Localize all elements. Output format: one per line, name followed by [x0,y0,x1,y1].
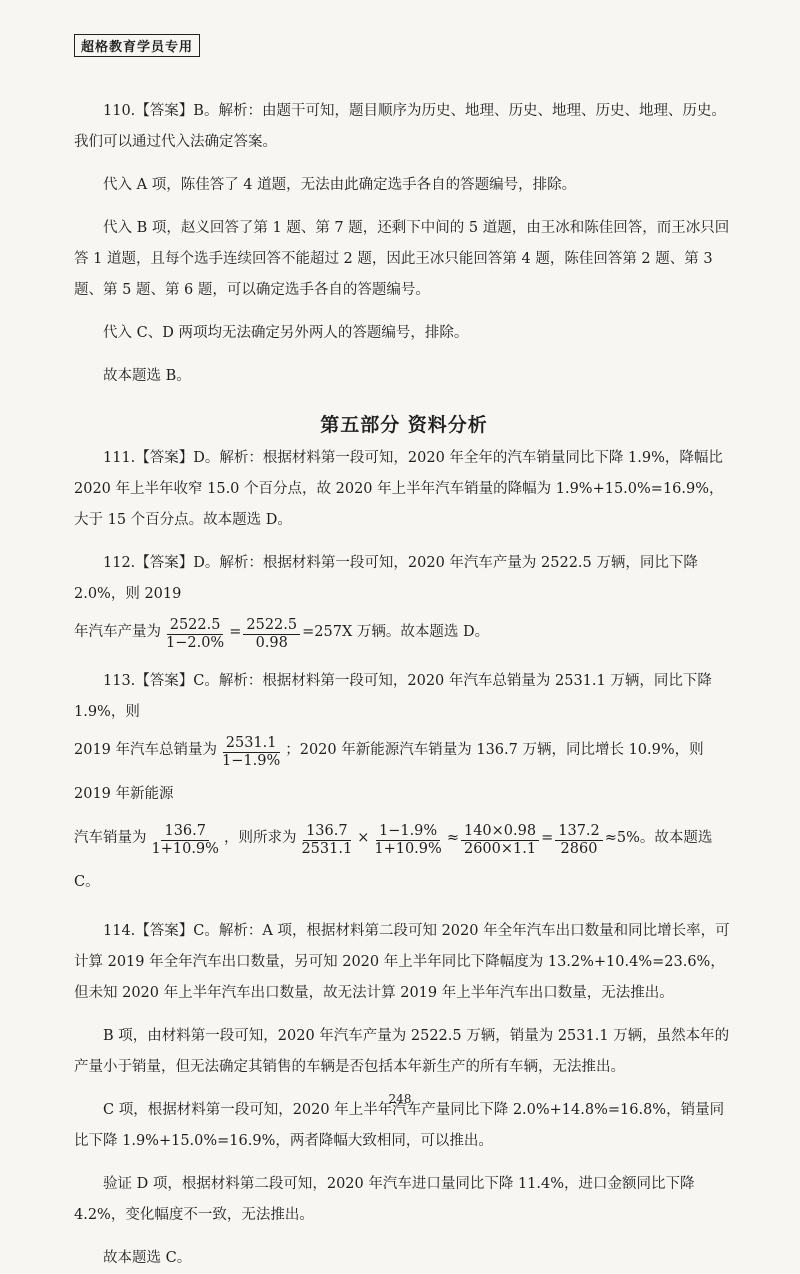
q114-paragraph-2: B 项，由材料第一段可知，2020 年汽车产量为 2522.5 万辆，销量为 2531.1 万辆，虽然本年的产量小于销量，但无法确定其销售的车辆是否包括本年新生产的所有车辆，无法推出。 [74,1028,730,1075]
q113-formula-line-2 [74,816,734,904]
fraction-denominator: 1−2.0% [166,634,225,651]
q112-text-pre: 年汽车产量为 [74,624,161,640]
equals-sign: = [541,830,554,846]
q113-formula-line-1 [74,728,734,816]
q114-paragraph-4: 验证 D 项，根据材料第二段可知，2020 年汽车进口量同比下降 11.4%，进口金额同比下降 4.2%，变化幅度不一致，无法推出。 [74,1176,695,1223]
q114-paragraph-1: 114.【答案】C。解析：A 项，根据材料第二段可知 2020 年全年汽车出口数量和同比增长率，可计算 2019 年全年汽车出口数量，另可知 2020 年上半年同比下降幅度为 13.2%+10.4%=23.6%，但未知 2020 年上半年汽车出口数量，故无法计算 2019 年上半年汽车出口数量，无法推出。 [74,923,730,1001]
fraction-numerator: 137.2 [555,823,603,841]
q110-paragraph-2: 代入 A 项，陈佳答了 4 道题，无法由此确定选手各自的答题编号，排除。 [103,177,577,193]
q110-paragraph-4: 代入 C、D 两项均无法确定另外两人的答题编号，排除。 [103,325,469,341]
q113-text-post: ；2020 年新能源汽车销量为 136.7 万辆，同比增长 10.9%，则 2019 年新能源 [74,742,704,802]
q112-paragraph-1: 112.【答案】D。解析：根据材料第一段可知，2020 年汽车产量为 2522.5 万辆，同比下降 2.0%，则 2019 [74,555,698,602]
fraction-denominator: 1+10.9% [374,840,442,857]
q113-fraction-6 [555,823,603,858]
q110-paragraph-5: 故本题选 B。 [103,368,191,384]
q113-fraction-5 [461,823,539,858]
q110-paragraph-3: 代入 B 项，赵义回答了第 1 题、第 7 题，还剩下中间的 5 道题，由王冰和陈佳回答，而王冰只回答 1 道题，且每个选手连续回答不能超过 2 题，因此王冰只能回答第 4 题，陈佳回答第 2 题、第 3 题、第 5 题、第 6 题，可以确定选手各自的答题编号。 [74,220,730,298]
fraction-denominator: 0.98 [255,634,288,651]
q113-fraction-4 [371,823,444,858]
fraction-numerator: 2531.1 [223,735,280,753]
q113-fraction-3 [298,823,355,858]
q112-fraction-1 [163,617,227,652]
q113-text-pre: 2019 年汽车总销量为 [74,742,218,758]
fraction-denominator: 2600×1.1 [463,840,537,857]
q113-fraction-2 [149,823,222,858]
q114-paragraph-3: C 项，根据材料第一段可知，2020 年上半年汽车产量同比下降 2.0%+14.8%=16.8%，销量同比下降 1.9%+15.0%=16.9%，两者降幅大致相同，可以推出。 [74,1102,725,1149]
watermark-stamp: 超格教育学员专用 [74,34,200,57]
fraction-denominator: 2860 [560,840,598,857]
fraction-numerator: 136.7 [303,823,351,841]
approx-sign: ≈ [446,830,459,846]
equals-sign: = [229,624,242,640]
q113-fraction-1 [219,735,283,770]
q112-formula-line [74,610,734,654]
q110-paragraph-1: 110.【答案】B。解析：由题干可知，题目顺序为历史、地理、历史、地理、历史、地理、历史。我们可以通过代入法确定答案。 [74,103,726,150]
fraction-numerator: 140×0.98 [461,823,539,841]
fraction-numerator: 2522.5 [167,617,224,635]
q112-text-post: =257X 万辆。故本题选 D。 [302,624,490,640]
q114-paragraph-5: 故本题选 C。 [103,1250,192,1266]
q113-text-post-2: ≈5%。故本题选 C。 [74,830,713,890]
page-number: 248 [388,1092,412,1106]
q112-fraction-2 [243,617,300,652]
fraction-denominator: 2531.1 [301,840,353,857]
times-sign: × [357,830,370,846]
fraction-denominator: 1+10.9% [151,840,219,857]
fraction-numerator: 1−1.9% [376,823,440,841]
q113-text-pre-2: 汽车销量为 [74,830,147,846]
section-title: 第五部分 资料分析 [320,414,488,436]
fraction-numerator: 136.7 [161,823,209,841]
fraction-numerator: 2522.5 [243,617,300,635]
q111-paragraph: 111.【答案】D。解析：根据材料第一段可知，2020 年全年的汽车销量同比下降 1.9%，降幅比 2020 年上半年收窄 15.0 个百分点，故 2020 年上半年汽车销量的降幅为 1.9%+15.0%=16.9%，大于 15 个百分点。故本题选 D。 [74,450,724,528]
fraction-denominator: 1−1.9% [222,752,281,769]
q113-text-mid: ，则所求为 [223,830,297,846]
q113-paragraph-1: 113.【答案】C。解析：根据材料第一段可知，2020 年汽车总销量为 2531.1 万辆，同比下降 1.9%，则 [74,673,712,720]
